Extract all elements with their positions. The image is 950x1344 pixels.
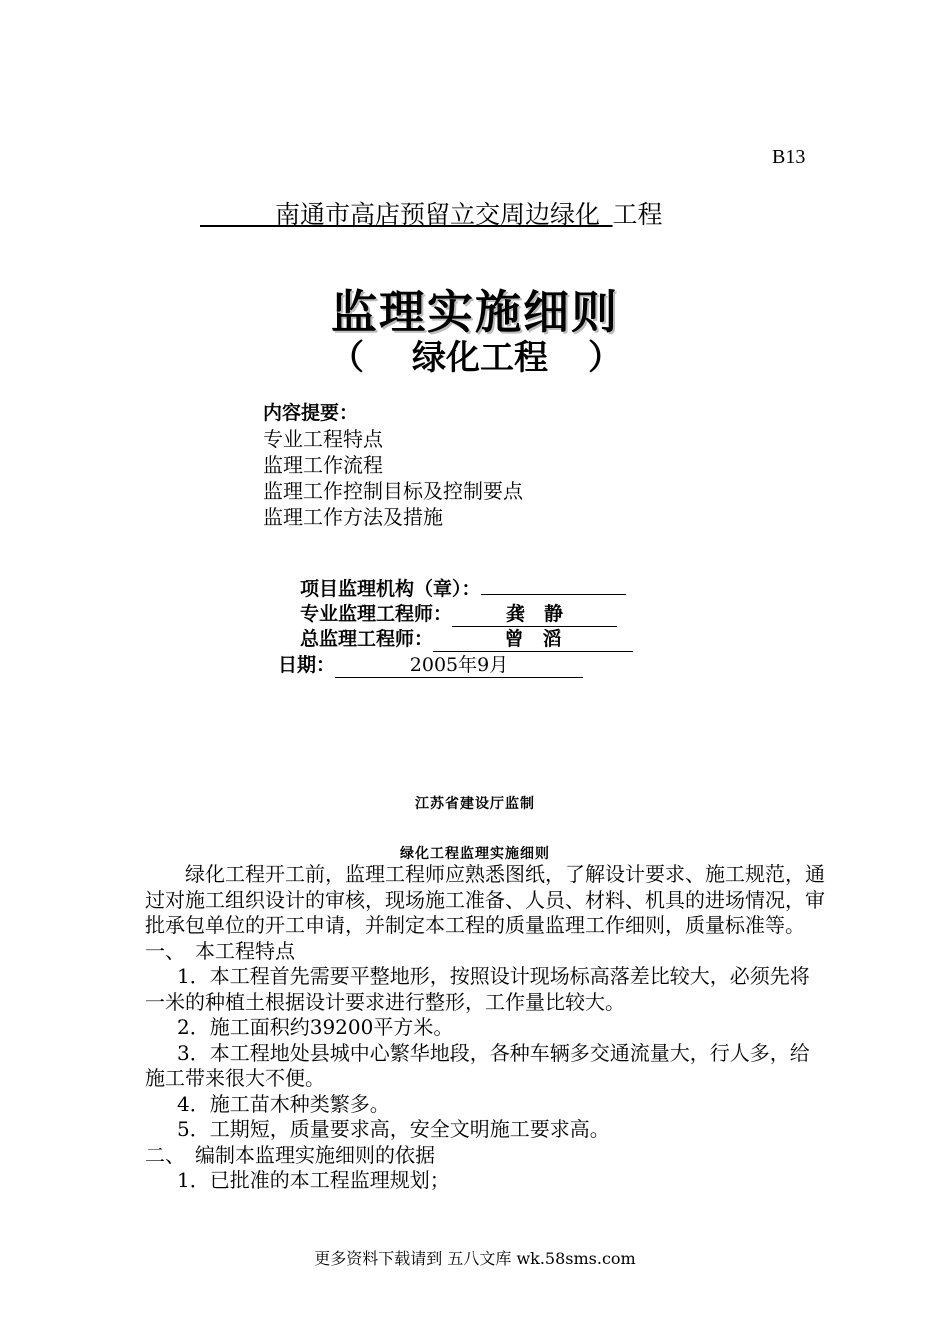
chief-signature-row	[300, 624, 633, 652]
contents-item: 监理工作控制目标及控制要点	[263, 479, 523, 503]
supervisor-label: 江苏省建设厅监制	[415, 796, 535, 812]
engineer-signature-row	[300, 599, 617, 627]
chief-label: 总监理工程师：	[300, 628, 434, 650]
project-suffix: 工程	[612, 200, 663, 229]
paragraph-item-6: 1．已批准的本工程监理规划；	[177, 1168, 450, 1192]
paragraph-item-1: 1．本工程首先需要平整地形，按照设计现场标高落差比较大，必须先将一米的种植土根据设计要求进行整形，工作量比较大。	[145, 964, 810, 1014]
paragraph-item-2: 2．施工面积约39200平方米。	[177, 1015, 454, 1039]
contents-item: 专业工程特点	[263, 427, 383, 451]
engineer-label: 专业监理工程师：	[300, 603, 453, 625]
org-signature-row	[300, 574, 626, 601]
date-label: 日期：	[278, 654, 336, 676]
contents-item: 监理工作流程	[263, 453, 383, 477]
project-name: 南通市高店预留立交周边绿化	[275, 200, 601, 229]
sub-title-close: ）	[588, 338, 622, 378]
intro-paragraph: 绿化工程开工前，监理工程师应熟悉图纸，了解设计要求、施工规范，通过对施工组织设计的审核，现场施工准备、人员、材料、机具的进场情况，审批承包单位的开工申请，并制定本工程的质量监理工作细则，质量标准等。	[145, 862, 825, 937]
paragraph-item-4: 4．施工苗木种类繁多。	[177, 1091, 390, 1116]
body-text	[145, 862, 825, 1194]
org-label: 项目监理机构（章）：	[300, 578, 481, 600]
section-heading-1: 一、 本工程特点	[145, 938, 295, 963]
contents-heading: 内容提要：	[263, 402, 359, 424]
date-row	[278, 650, 583, 678]
main-title: 监理实施细则	[331, 285, 619, 339]
contents-summary	[263, 400, 523, 530]
project-title	[200, 195, 663, 231]
footer-link-text: 更多资料下载请到 五八文库 wk.58sms.com	[314, 1249, 636, 1268]
contents-item: 监理工作方法及措施	[263, 505, 443, 529]
section-heading-2: 二、 编制本监理实施细则的依据	[145, 1142, 435, 1167]
paragraph-item-5: 5．工期短，质量要求高，安全文明施工要求高。	[177, 1117, 610, 1141]
chief-name: 曾 滔	[433, 624, 633, 652]
paragraph-item-3: 3．本工程地处县城中心繁华地段，各种车辆多交通流量大，行人多，给施工带来很大不便。	[145, 1040, 810, 1090]
sub-title-open: （	[330, 338, 364, 378]
sub-title	[330, 330, 622, 379]
date-value: 2005年9月	[335, 650, 583, 678]
engineer-name: 龚 静	[452, 599, 617, 627]
sub-title-text: 绿化工程	[412, 338, 548, 378]
section-title: 绿化工程监理实施细则	[400, 846, 550, 862]
document-code: B13	[772, 146, 806, 168]
org-blank-line	[481, 574, 626, 595]
